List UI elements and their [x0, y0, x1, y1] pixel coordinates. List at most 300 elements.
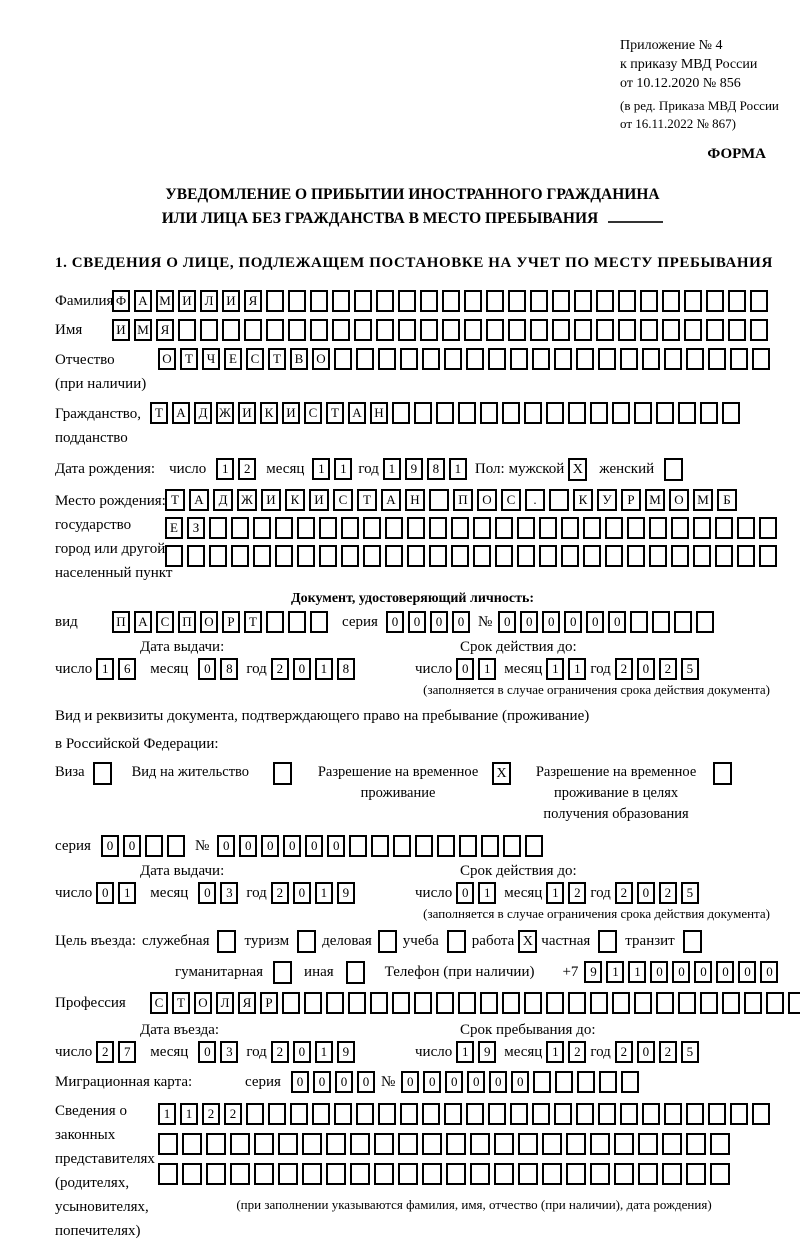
char-box[interactable]: 0 — [293, 1041, 311, 1063]
char-box[interactable] — [552, 319, 570, 341]
char-box[interactable]: 1 — [546, 882, 564, 904]
char-box[interactable]: Е — [224, 348, 242, 370]
char-box[interactable] — [398, 1133, 418, 1155]
char-box[interactable] — [662, 1133, 682, 1155]
char-box[interactable] — [590, 1133, 610, 1155]
char-box[interactable]: 2 — [659, 882, 677, 904]
char-box[interactable] — [288, 611, 306, 633]
char-box[interactable]: 1 — [216, 458, 234, 480]
char-box[interactable]: 9 — [337, 882, 355, 904]
char-box[interactable] — [590, 402, 608, 424]
char-box[interactable]: 1 — [478, 658, 496, 680]
char-box[interactable] — [508, 319, 526, 341]
char-box[interactable] — [590, 992, 608, 1014]
char-box[interactable] — [752, 348, 770, 370]
char-box[interactable] — [354, 290, 372, 312]
purpose-other-checkbox[interactable] — [346, 961, 365, 984]
char-box[interactable]: 0 — [716, 961, 734, 983]
char-box[interactable]: П — [112, 611, 130, 633]
char-box[interactable] — [442, 290, 460, 312]
char-box[interactable]: 0 — [239, 835, 257, 857]
char-box[interactable] — [599, 1071, 617, 1093]
char-box[interactable]: 0 — [456, 882, 474, 904]
char-box[interactable] — [614, 1163, 634, 1185]
char-box[interactable] — [268, 1103, 286, 1125]
char-box[interactable]: 1 — [158, 1103, 176, 1125]
char-box[interactable] — [436, 992, 454, 1014]
char-box[interactable] — [275, 517, 293, 539]
char-box[interactable]: 0 — [511, 1071, 529, 1093]
char-box[interactable]: 0 — [445, 1071, 463, 1093]
char-box[interactable]: 5 — [681, 882, 699, 904]
char-box[interactable]: М — [156, 290, 174, 312]
char-box[interactable] — [684, 290, 702, 312]
char-box[interactable] — [429, 545, 447, 567]
char-box[interactable] — [200, 319, 218, 341]
char-box[interactable] — [332, 290, 350, 312]
char-box[interactable] — [356, 348, 374, 370]
char-box[interactable]: О — [200, 611, 218, 633]
char-box[interactable] — [415, 835, 433, 857]
char-box[interactable] — [376, 319, 394, 341]
char-box[interactable] — [596, 319, 614, 341]
char-box[interactable] — [470, 1133, 490, 1155]
char-box[interactable]: 8 — [427, 458, 445, 480]
char-box[interactable] — [495, 545, 513, 567]
char-box[interactable] — [398, 319, 416, 341]
char-box[interactable] — [310, 611, 328, 633]
char-box[interactable] — [539, 517, 557, 539]
purpose-business-checkbox[interactable] — [378, 930, 397, 953]
char-box[interactable]: 0 — [101, 835, 119, 857]
char-box[interactable] — [392, 402, 410, 424]
char-box[interactable] — [480, 402, 498, 424]
char-box[interactable] — [288, 290, 306, 312]
char-box[interactable] — [530, 290, 548, 312]
char-box[interactable] — [230, 1133, 250, 1155]
char-box[interactable] — [414, 992, 432, 1014]
char-box[interactable]: К — [260, 402, 278, 424]
char-box[interactable]: 0 — [261, 835, 279, 857]
char-box[interactable]: А — [134, 290, 152, 312]
char-box[interactable]: К — [285, 489, 305, 511]
char-box[interactable]: Т — [326, 402, 344, 424]
char-box[interactable] — [671, 517, 689, 539]
char-box[interactable] — [278, 1163, 298, 1185]
char-box[interactable] — [583, 545, 601, 567]
char-box[interactable] — [488, 1103, 506, 1125]
char-box[interactable] — [618, 290, 636, 312]
char-box[interactable] — [662, 1163, 682, 1185]
char-box[interactable] — [620, 1103, 638, 1125]
char-box[interactable] — [398, 1163, 418, 1185]
char-box[interactable] — [662, 319, 680, 341]
char-box[interactable]: М — [134, 319, 152, 341]
char-box[interactable] — [638, 1163, 658, 1185]
char-box[interactable] — [634, 402, 652, 424]
char-box[interactable] — [297, 517, 315, 539]
char-box[interactable] — [766, 992, 784, 1014]
char-box[interactable]: Ф — [112, 290, 130, 312]
char-box[interactable] — [737, 545, 755, 567]
char-box[interactable] — [555, 1071, 573, 1093]
char-box[interactable] — [737, 517, 755, 539]
char-box[interactable] — [722, 402, 740, 424]
char-box[interactable] — [209, 545, 227, 567]
char-box[interactable] — [542, 1163, 562, 1185]
char-box[interactable] — [686, 1133, 706, 1155]
char-box[interactable] — [354, 319, 372, 341]
char-box[interactable]: 0 — [452, 611, 470, 633]
char-box[interactable] — [752, 1103, 770, 1125]
char-box[interactable] — [244, 319, 262, 341]
char-box[interactable] — [549, 489, 569, 511]
char-box[interactable] — [566, 1163, 586, 1185]
char-box[interactable] — [649, 545, 667, 567]
char-box[interactable] — [414, 402, 432, 424]
char-box[interactable] — [458, 992, 476, 1014]
char-box[interactable]: О — [477, 489, 497, 511]
char-box[interactable] — [437, 835, 455, 857]
char-box[interactable]: И — [178, 290, 196, 312]
char-box[interactable] — [788, 992, 800, 1014]
char-box[interactable] — [759, 545, 777, 567]
char-box[interactable]: 8 — [337, 658, 355, 680]
char-box[interactable]: У — [597, 489, 617, 511]
char-box[interactable]: 5 — [681, 1041, 699, 1063]
char-box[interactable]: 0 — [672, 961, 690, 983]
char-box[interactable] — [568, 402, 586, 424]
char-box[interactable] — [674, 611, 692, 633]
char-box[interactable]: 0 — [498, 611, 516, 633]
char-box[interactable] — [518, 1163, 538, 1185]
char-box[interactable] — [278, 1133, 298, 1155]
char-box[interactable]: А — [381, 489, 401, 511]
char-box[interactable] — [728, 319, 746, 341]
char-box[interactable] — [494, 1163, 514, 1185]
char-box[interactable]: 2 — [96, 1041, 114, 1063]
char-box[interactable]: 1 — [315, 1041, 333, 1063]
char-box[interactable]: 0 — [217, 835, 235, 857]
char-box[interactable]: 0 — [586, 611, 604, 633]
char-box[interactable]: 1 — [96, 658, 114, 680]
char-box[interactable] — [145, 835, 163, 857]
char-box[interactable] — [759, 517, 777, 539]
char-box[interactable]: 0 — [401, 1071, 419, 1093]
purpose-study-checkbox[interactable] — [447, 930, 466, 953]
char-box[interactable] — [710, 1163, 730, 1185]
char-box[interactable]: Р — [222, 611, 240, 633]
char-box[interactable] — [730, 348, 748, 370]
char-box[interactable] — [349, 835, 367, 857]
char-box[interactable]: 0 — [313, 1071, 331, 1093]
char-box[interactable] — [275, 545, 293, 567]
char-box[interactable] — [385, 517, 403, 539]
char-box[interactable]: 0 — [335, 1071, 353, 1093]
char-box[interactable]: 1 — [546, 658, 564, 680]
char-box[interactable] — [231, 545, 249, 567]
char-box[interactable] — [618, 319, 636, 341]
char-box[interactable]: 0 — [608, 611, 626, 633]
char-box[interactable] — [332, 319, 350, 341]
char-box[interactable] — [621, 1071, 639, 1093]
char-box[interactable]: 0 — [520, 611, 538, 633]
char-box[interactable] — [494, 1133, 514, 1155]
char-box[interactable]: 0 — [198, 1041, 216, 1063]
char-box[interactable]: М — [645, 489, 665, 511]
char-box[interactable] — [297, 545, 315, 567]
char-box[interactable] — [464, 319, 482, 341]
char-box[interactable]: 2 — [238, 458, 256, 480]
char-box[interactable] — [459, 835, 477, 857]
char-box[interactable] — [542, 1133, 562, 1155]
char-box[interactable]: 0 — [650, 961, 668, 983]
char-box[interactable] — [398, 290, 416, 312]
char-box[interactable] — [385, 545, 403, 567]
char-box[interactable]: 0 — [637, 882, 655, 904]
char-box[interactable] — [458, 402, 476, 424]
char-box[interactable] — [350, 1133, 370, 1155]
char-box[interactable] — [730, 1103, 748, 1125]
char-box[interactable] — [684, 319, 702, 341]
char-box[interactable] — [231, 517, 249, 539]
char-box[interactable]: 5 — [681, 658, 699, 680]
char-box[interactable] — [614, 1133, 634, 1155]
char-box[interactable]: Ч — [202, 348, 220, 370]
char-box[interactable] — [656, 402, 674, 424]
purpose-transit-checkbox[interactable] — [683, 930, 702, 953]
female-checkbox[interactable] — [664, 458, 683, 481]
char-box[interactable]: 1 — [315, 658, 333, 680]
char-box[interactable]: 0 — [293, 658, 311, 680]
char-box[interactable]: П — [453, 489, 473, 511]
char-box[interactable]: 2 — [568, 882, 586, 904]
char-box[interactable] — [470, 1163, 490, 1185]
char-box[interactable] — [612, 402, 630, 424]
char-box[interactable]: И — [112, 319, 130, 341]
char-box[interactable]: И — [238, 402, 256, 424]
char-box[interactable] — [182, 1163, 202, 1185]
char-box[interactable] — [206, 1163, 226, 1185]
char-box[interactable] — [486, 290, 504, 312]
char-box[interactable]: 0 — [283, 835, 301, 857]
char-box[interactable] — [444, 1103, 462, 1125]
char-box[interactable] — [530, 319, 548, 341]
char-box[interactable] — [290, 1103, 308, 1125]
char-box[interactable] — [532, 348, 550, 370]
char-box[interactable] — [706, 290, 724, 312]
char-box[interactable] — [715, 545, 733, 567]
char-box[interactable]: Н — [405, 489, 425, 511]
char-box[interactable] — [508, 290, 526, 312]
purpose-tourism-checkbox[interactable] — [297, 930, 316, 953]
char-box[interactable]: 1 — [628, 961, 646, 983]
char-box[interactable] — [605, 545, 623, 567]
char-box[interactable]: 0 — [738, 961, 756, 983]
char-box[interactable] — [517, 545, 535, 567]
purpose-private-checkbox[interactable] — [598, 930, 617, 953]
char-box[interactable]: А — [172, 402, 190, 424]
char-box[interactable]: Т — [244, 611, 262, 633]
char-box[interactable] — [708, 348, 726, 370]
char-box[interactable] — [652, 611, 670, 633]
char-box[interactable]: Ж — [216, 402, 234, 424]
char-box[interactable] — [678, 992, 696, 1014]
char-box[interactable] — [700, 402, 718, 424]
char-box[interactable]: 2 — [615, 882, 633, 904]
char-box[interactable] — [392, 992, 410, 1014]
char-box[interactable]: 1 — [568, 658, 586, 680]
char-box[interactable]: 9 — [337, 1041, 355, 1063]
char-box[interactable] — [422, 348, 440, 370]
char-box[interactable]: А — [134, 611, 152, 633]
char-box[interactable]: 1 — [456, 1041, 474, 1063]
char-box[interactable] — [158, 1163, 178, 1185]
char-box[interactable]: Т — [165, 489, 185, 511]
char-box[interactable]: 1 — [315, 882, 333, 904]
char-box[interactable]: 0 — [198, 658, 216, 680]
char-box[interactable] — [524, 402, 542, 424]
char-box[interactable]: М — [693, 489, 713, 511]
char-box[interactable]: 2 — [659, 1041, 677, 1063]
char-box[interactable] — [312, 1103, 330, 1125]
char-box[interactable] — [630, 611, 648, 633]
char-box[interactable] — [510, 348, 528, 370]
char-box[interactable] — [574, 319, 592, 341]
char-box[interactable] — [466, 348, 484, 370]
char-box[interactable] — [686, 348, 704, 370]
char-box[interactable]: 6 — [118, 658, 136, 680]
char-box[interactable] — [451, 545, 469, 567]
char-box[interactable] — [254, 1163, 274, 1185]
char-box[interactable] — [400, 1103, 418, 1125]
char-box[interactable] — [371, 835, 389, 857]
char-box[interactable] — [708, 1103, 726, 1125]
char-box[interactable]: Т — [357, 489, 377, 511]
char-box[interactable]: И — [282, 402, 300, 424]
char-box[interactable] — [319, 545, 337, 567]
char-box[interactable] — [686, 1163, 706, 1185]
char-box[interactable]: А — [348, 402, 366, 424]
char-box[interactable] — [420, 290, 438, 312]
purpose-work-checkbox[interactable]: X — [518, 930, 537, 953]
char-box[interactable] — [429, 517, 447, 539]
char-box[interactable] — [363, 545, 381, 567]
char-box[interactable] — [254, 1133, 274, 1155]
char-box[interactable] — [596, 290, 614, 312]
char-box[interactable] — [546, 992, 564, 1014]
char-box[interactable] — [642, 1103, 660, 1125]
char-box[interactable] — [722, 992, 740, 1014]
temporary-residence-education-checkbox[interactable] — [713, 762, 732, 785]
char-box[interactable]: Л — [200, 290, 218, 312]
char-box[interactable]: С — [304, 402, 322, 424]
char-box[interactable]: 2 — [615, 1041, 633, 1063]
char-box[interactable] — [561, 545, 579, 567]
char-box[interactable] — [517, 517, 535, 539]
char-box[interactable] — [533, 1071, 551, 1093]
char-box[interactable]: Т — [150, 402, 168, 424]
char-box[interactable] — [374, 1133, 394, 1155]
char-box[interactable]: 0 — [430, 611, 448, 633]
char-box[interactable] — [649, 517, 667, 539]
char-box[interactable]: 0 — [760, 961, 778, 983]
char-box[interactable]: 0 — [637, 658, 655, 680]
char-box[interactable] — [165, 545, 183, 567]
char-box[interactable] — [436, 402, 454, 424]
char-box[interactable]: 1 — [546, 1041, 564, 1063]
char-box[interactable] — [334, 1103, 352, 1125]
char-box[interactable]: Т — [268, 348, 286, 370]
char-box[interactable] — [706, 319, 724, 341]
char-box[interactable] — [374, 1163, 394, 1185]
char-box[interactable] — [400, 348, 418, 370]
char-box[interactable] — [686, 1103, 704, 1125]
char-box[interactable] — [288, 319, 306, 341]
char-box[interactable] — [710, 1133, 730, 1155]
char-box[interactable]: С — [246, 348, 264, 370]
char-box[interactable] — [574, 290, 592, 312]
char-box[interactable]: Л — [216, 992, 234, 1014]
char-box[interactable] — [480, 992, 498, 1014]
char-box[interactable] — [350, 1163, 370, 1185]
char-box[interactable] — [266, 290, 284, 312]
char-box[interactable]: . — [525, 489, 545, 511]
char-box[interactable] — [568, 992, 586, 1014]
char-box[interactable] — [503, 835, 521, 857]
char-box[interactable] — [576, 348, 594, 370]
char-box[interactable] — [341, 517, 359, 539]
char-box[interactable] — [319, 517, 337, 539]
char-box[interactable] — [310, 319, 328, 341]
char-box[interactable]: 1 — [383, 458, 401, 480]
char-box[interactable]: 2 — [224, 1103, 242, 1125]
char-box[interactable] — [566, 1133, 586, 1155]
char-box[interactable]: 2 — [202, 1103, 220, 1125]
char-box[interactable] — [442, 319, 460, 341]
char-box[interactable]: 0 — [293, 882, 311, 904]
char-box[interactable] — [444, 348, 462, 370]
char-box[interactable] — [525, 835, 543, 857]
char-box[interactable] — [376, 290, 394, 312]
char-box[interactable] — [167, 835, 185, 857]
char-box[interactable]: 0 — [467, 1071, 485, 1093]
char-box[interactable] — [341, 545, 359, 567]
char-box[interactable] — [178, 319, 196, 341]
char-box[interactable]: Я — [244, 290, 262, 312]
char-box[interactable] — [302, 1163, 322, 1185]
char-box[interactable] — [182, 1133, 202, 1155]
char-box[interactable]: Д — [213, 489, 233, 511]
char-box[interactable] — [304, 992, 322, 1014]
char-box[interactable]: 1 — [180, 1103, 198, 1125]
char-box[interactable]: Р — [260, 992, 278, 1014]
char-box[interactable] — [590, 1163, 610, 1185]
char-box[interactable]: С — [333, 489, 353, 511]
char-box[interactable]: 0 — [542, 611, 560, 633]
char-box[interactable]: К — [573, 489, 593, 511]
char-box[interactable]: 0 — [291, 1071, 309, 1093]
char-box[interactable] — [640, 290, 658, 312]
char-box[interactable] — [378, 1103, 396, 1125]
char-box[interactable] — [546, 402, 564, 424]
char-box[interactable]: 1 — [449, 458, 467, 480]
char-box[interactable] — [266, 319, 284, 341]
char-box[interactable] — [348, 992, 366, 1014]
char-box[interactable]: Т — [180, 348, 198, 370]
char-box[interactable] — [326, 992, 344, 1014]
char-box[interactable] — [302, 1133, 322, 1155]
